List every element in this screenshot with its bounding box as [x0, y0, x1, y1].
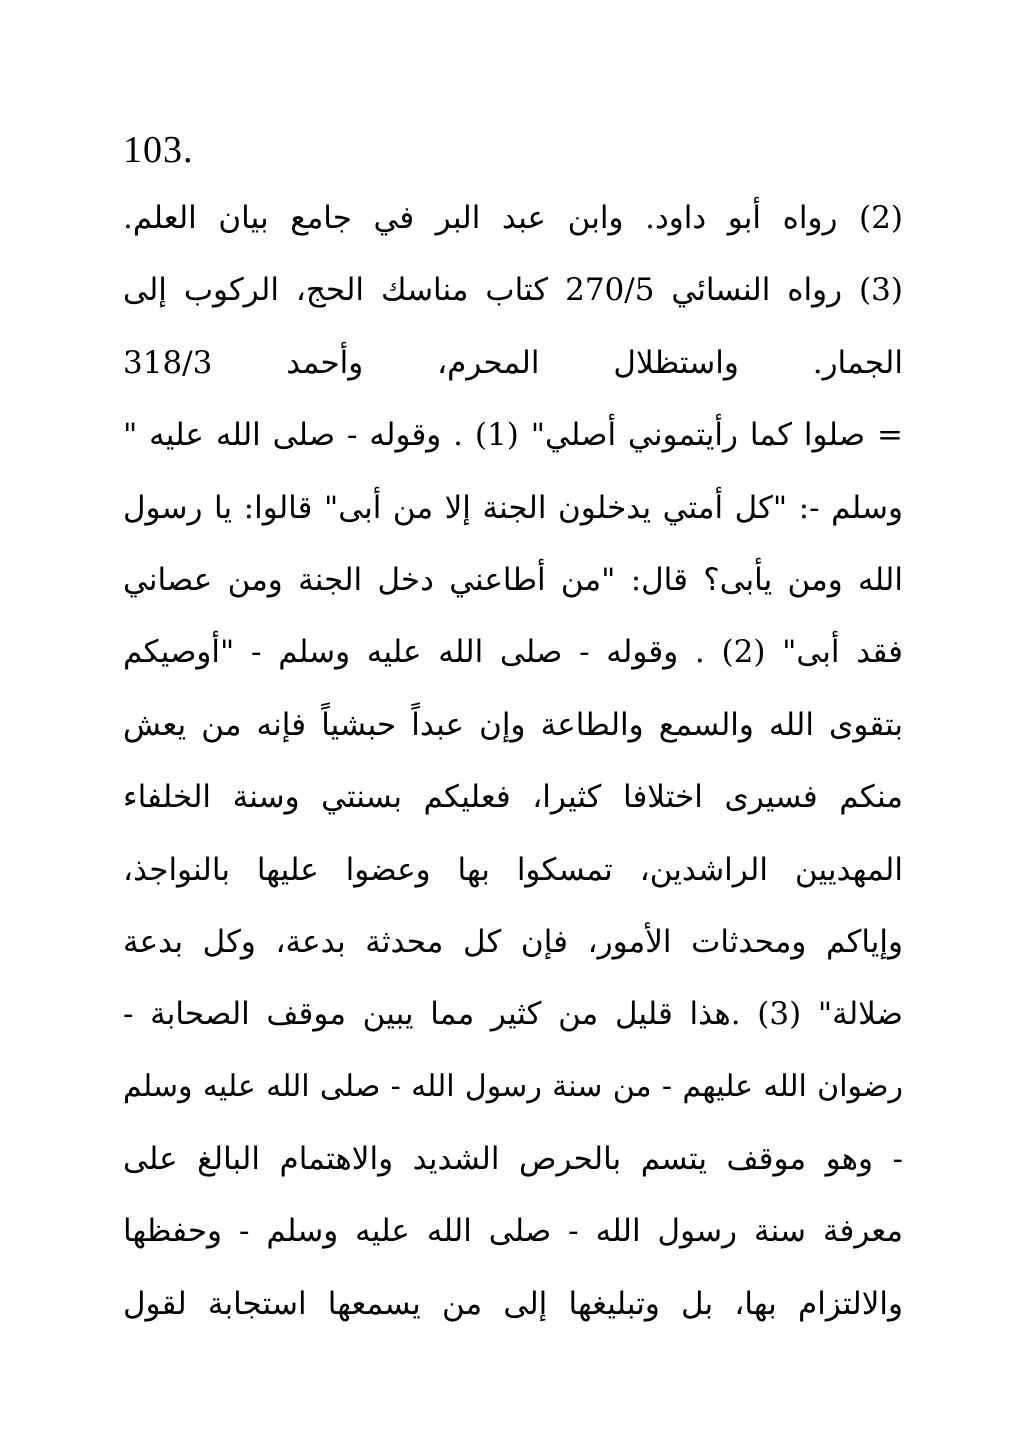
text-line: المهديين الراشدين، تمسكوا بها وعضوا عليها بالنواجذ، — [123, 851, 903, 888]
text-line: (3) رواه النسائي 270/5 كتاب مناسك الحج، الركوب إلى — [123, 272, 903, 309]
body-text — [123, 182, 903, 1340]
text-line: والالتزام بها، بل وتبليغها إلى من يسمعها استجابة لقول — [123, 1285, 903, 1322]
text-line: ضلالة" (3) .هذا قليل من كثير مما يبين موقف الصحابة - — [123, 996, 903, 1033]
text-line: = صلوا كما رأيتموني أصلي" (1) . وقوله - صلى الله عليه " — [123, 417, 903, 454]
text-line: الجمار. واستظلال المحرم، وأحمد 318/3 — [123, 344, 903, 381]
text-line: وإياكم ومحدثات الأمور، فإن كل محدثة بدعة، وكل بدعة — [123, 923, 903, 960]
text-line: الله ومن يأبى؟ قال: "من أطاعني دخل الجنة ومن عصاني — [123, 561, 903, 598]
text-line: فقد أبى" (2) . وقوله - صلى الله عليه وسلم - "أوصيكم — [123, 634, 903, 671]
text-line: وسلم -: "كل أمتي يدخلون الجنة إلا من أبى" قالوا: يا رسول — [123, 489, 903, 526]
text-line: - وهو موقف يتسم بالحرص الشديد والاهتمام البالغ على — [123, 1141, 903, 1178]
text-line: رضوان الله عليهم - من سنة رسول الله - صلى الله عليه وسلم — [123, 1068, 903, 1104]
text-line: (2) رواه أبو داود. وابن عبد البر في جامع بيان العلم. — [123, 200, 903, 236]
text-line: معرفة سنة رسول الله - صلى الله عليه وسلم - وحفظها — [123, 1213, 903, 1250]
page-number: 103. — [123, 129, 194, 171]
text-line: بتقوى الله والسمع والطاعة وإن عبداً حبشياً فإنه من يعش — [123, 706, 903, 743]
text-line: منكم فسيرى اختلافا كثيرا، فعليكم بسنتي وسنة الخلفاء — [123, 779, 903, 816]
